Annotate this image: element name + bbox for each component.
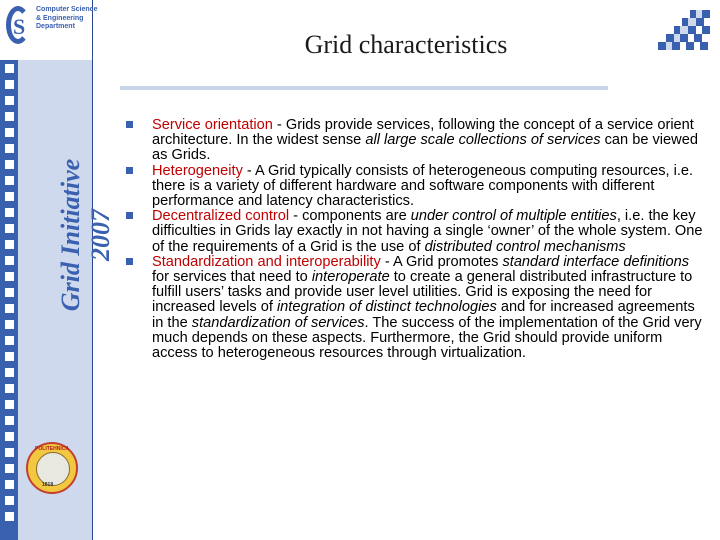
slide-title: Grid characteristics — [304, 30, 508, 59]
list-item: Service orientation - Grids provide services, following the concept of a service orient architecture. In the widest sense all large scale collections of services can be viewed as Grids. — [126, 118, 706, 164]
square-bullet-icon — [126, 121, 133, 128]
department-logo: S Computer Science & Engineering Department — [0, 0, 92, 60]
sidebar-title — [22, 108, 115, 378]
square-bullet-icon — [126, 167, 133, 174]
logo-text: Computer Science & Engineering Department — [36, 6, 98, 30]
title-divider — [120, 86, 608, 90]
square-bullet-icon — [126, 258, 133, 265]
item-lead: Standardization and interoperability — [152, 253, 381, 270]
list-item: Decentralized control - components are under control of multiple entities, i.e. the key difficulties in Grids lay exactly in not having a single ‘owner’ of the whole system. One of the requirements of a Grid is the use of distributed control mechanisms — [126, 209, 706, 255]
sidebar-title-line1: Grid Initiative — [56, 158, 85, 312]
sidebar — [0, 0, 115, 540]
sidebar-title-line2: 2007 — [86, 209, 115, 261]
item-lead: Service orientation — [152, 117, 273, 133]
seal-building-icon — [36, 452, 70, 486]
item-lead: Heterogeneity — [152, 162, 243, 179]
seal-year: 1818 — [42, 482, 54, 488]
university-seal-icon — [26, 442, 78, 494]
square-bullet-icon — [126, 212, 133, 219]
seal-text: POLITEHNICA — [35, 446, 69, 452]
sidebar-square-strip — [4, 0, 16, 540]
bullet-list — [126, 118, 706, 361]
list-item: Heterogeneity - A Grid typically consists of heterogeneous computing resources, i.e. there is a variety of different hardware and software components with different performance and latency characteristics. — [126, 164, 706, 210]
list-item: Standardization and interoperability - A Grid promotes standard interface definitions for services that need to interoperate to create a general distributed infrastructure to fulfill users’ tasks and provide user level utilities. Grid is exposing the need for increased levels of integration of distinct technologies and for increased agreements in the standardization of services. The success of the implementation of the Grid very much depends on these aspects. Furthermore, the Grid should provide uniform access to heterogeneous resources through virtualization. — [126, 255, 706, 361]
item-lead: Decentralized control — [152, 208, 290, 225]
